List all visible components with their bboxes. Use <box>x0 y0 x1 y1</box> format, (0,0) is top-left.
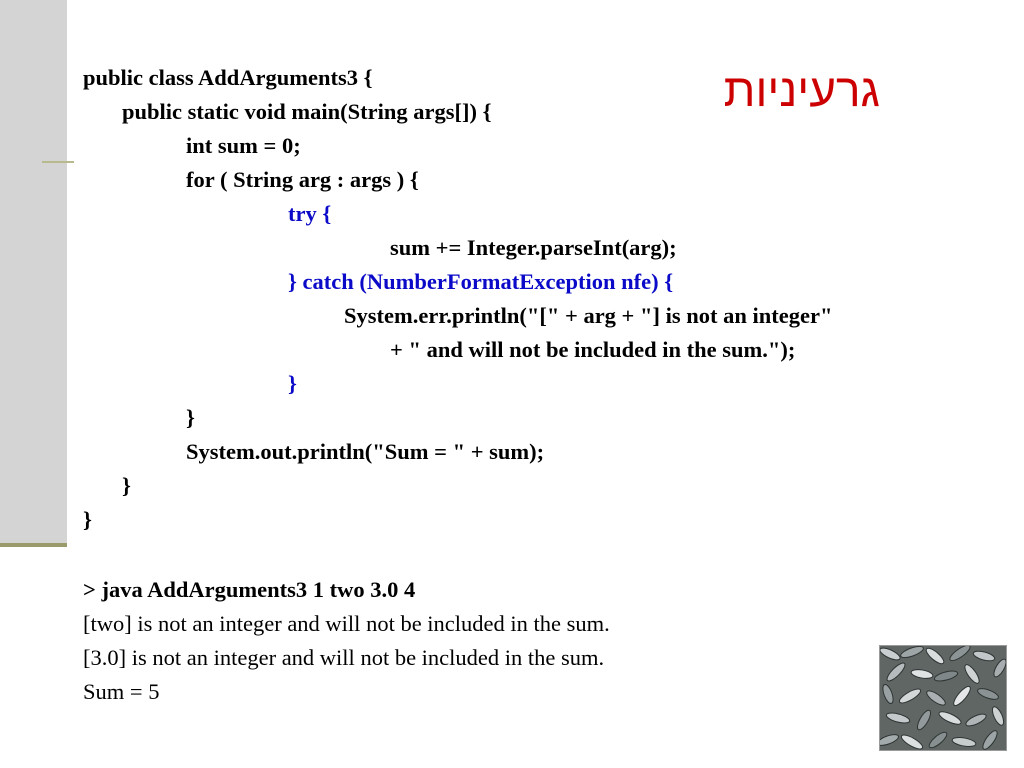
code-line-3: int sum = 0; <box>186 133 301 158</box>
code-line-12: System.out.println("Sum = " + sum); <box>186 439 545 464</box>
sidebar-base-line <box>0 543 67 547</box>
code-line-2: public static void main(String args[]) { <box>122 99 492 124</box>
sidebar-strip <box>0 0 67 547</box>
slide-title: גרעיניות <box>723 64 880 116</box>
code-line-1: public class AddArguments3 { <box>83 65 373 90</box>
output-line-1: [two] is not an integer and will not be included in the sum. <box>83 611 610 636</box>
code-line-5: try { <box>288 201 332 226</box>
code-line-7: } catch (NumberFormatException nfe) { <box>288 269 674 294</box>
code-line-9: + " and will not be included in the sum."); <box>390 337 796 362</box>
code-line-11: } <box>186 405 195 430</box>
code-line-4: for ( String arg : args ) { <box>186 167 419 192</box>
sidebar-accent-line <box>42 161 74 163</box>
sunflower-seeds-photo <box>879 645 1007 751</box>
command-line: > java AddArguments3 1 two 3.0 4 <box>83 577 416 602</box>
output-line-3: Sum = 5 <box>83 679 160 704</box>
code-line-10: } <box>288 371 297 396</box>
code-line-6: sum += Integer.parseInt(arg); <box>390 235 677 260</box>
output-line-2: [3.0] is not an integer and will not be included in the sum. <box>83 645 605 670</box>
code-line-8: System.err.println("[" + arg + "] is not an integer" <box>344 303 833 328</box>
code-line-13: } <box>122 473 131 498</box>
code-line-14: } <box>83 507 92 532</box>
